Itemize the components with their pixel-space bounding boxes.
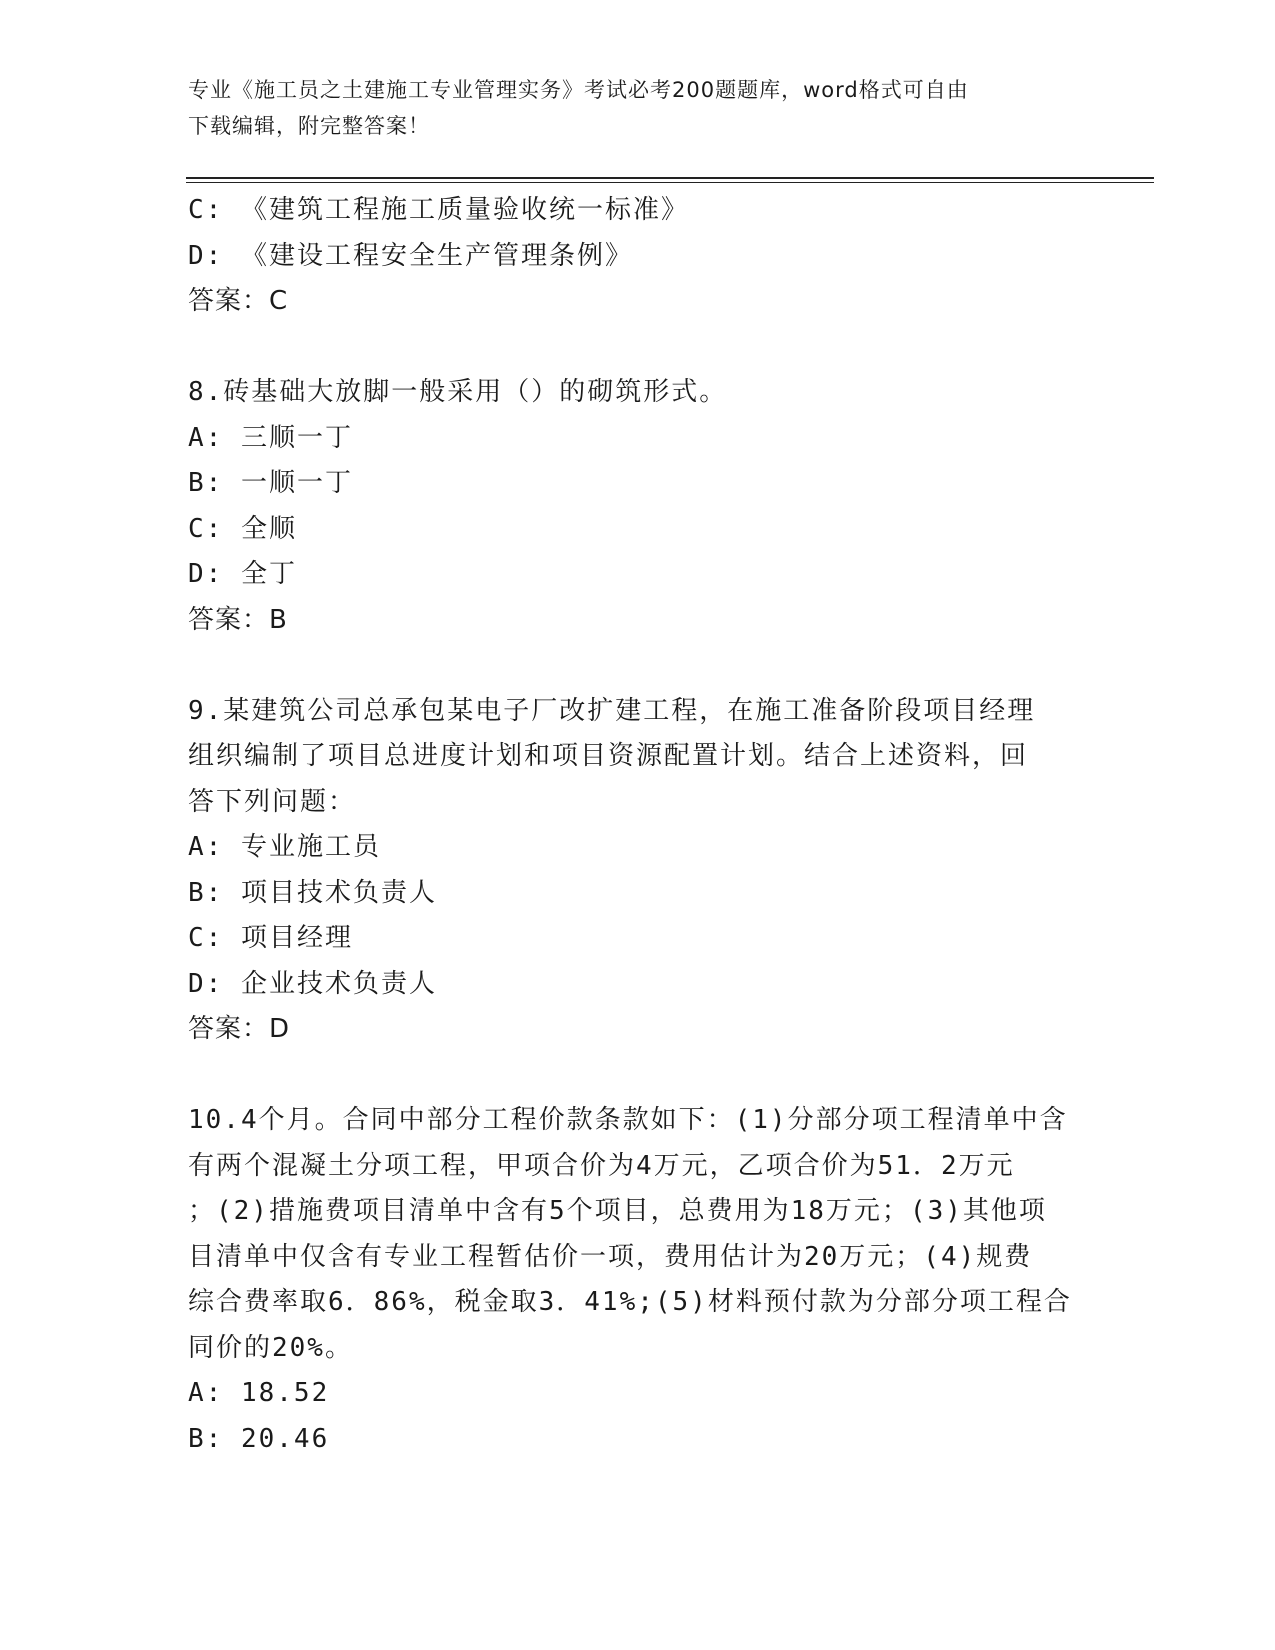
- option-a: A: 专业施工员: [188, 832, 381, 862]
- header-line-2: 下载编辑，附完整答案！: [188, 114, 430, 138]
- header-line-1: 专业《施工员之土建施工专业管理实务》考试必考200题题库，word格式可自由: [188, 78, 969, 102]
- question-stem-line: 有两个混凝土分项工程，甲项合价为4万元，乙项合价为51．2万元: [188, 1150, 1015, 1181]
- question-7: [188, 188, 1088, 325]
- option-c: C: 全顺: [188, 513, 297, 544]
- question-stem-line: ；(2)措施费项目清单中含有5个项目，总费用为18万元；(3)其他项: [188, 1196, 1047, 1226]
- option-b: B: 项目技术负责人: [188, 877, 437, 908]
- question-stem-line: 9.某建筑公司总承包某电子厂改扩建工程，在施工准备阶段项目经理: [188, 695, 1036, 726]
- question-stem-line: 综合费率取6．86%，税金取3．41%;(5)材料预付款为分部分项工程合: [188, 1287, 1072, 1317]
- answer: 答案：B: [188, 604, 288, 635]
- question-stem-line: 同价的20%。: [188, 1332, 353, 1363]
- option-d: D: 企业技术负责人: [188, 968, 437, 999]
- question-stem-line: 10.4个月。合同中部分工程价款条款如下：(1)分部分项工程清单中含: [188, 1105, 1068, 1135]
- option-b: B: 20.46: [188, 1423, 330, 1454]
- option-a: A: 三顺一丁: [188, 422, 353, 453]
- answer: 答案：D: [188, 1014, 291, 1044]
- question-10: [188, 1098, 1088, 1462]
- question-stem-line: 目清单中仅含有专业工程暂估价一项，费用估计为20万元；(4)规费: [188, 1241, 1033, 1272]
- question-9: [188, 689, 1088, 1053]
- question-stem-line: 组织编制了项目总进度计划和项目资源配置计划。结合上述资料，回: [188, 741, 1029, 771]
- option-c: C: 《建筑工程施工质量验收统一标准》: [188, 195, 689, 225]
- header-divider-thin: [186, 182, 1154, 183]
- option-a: A: 18.52: [188, 1378, 330, 1408]
- spacer: [188, 643, 1088, 689]
- header-divider: [186, 177, 1154, 179]
- answer: 答案：C: [188, 286, 289, 316]
- option-b: B: 一顺一丁: [188, 468, 353, 498]
- question-stem-line: 答下列问题：: [188, 786, 357, 817]
- question-8: [188, 370, 1088, 643]
- question-stem: 8.砖基础大放脚一般采用（）的砌筑形式。: [188, 377, 728, 407]
- option-c: C: 项目经理: [188, 923, 353, 953]
- page-header: [188, 72, 1088, 144]
- option-d: D: 《建设工程安全生产管理条例》: [188, 240, 633, 271]
- option-d: D: 全丁: [188, 559, 297, 589]
- spacer: [188, 1053, 1088, 1099]
- spacer: [188, 325, 1088, 371]
- question-list: [188, 188, 1088, 1462]
